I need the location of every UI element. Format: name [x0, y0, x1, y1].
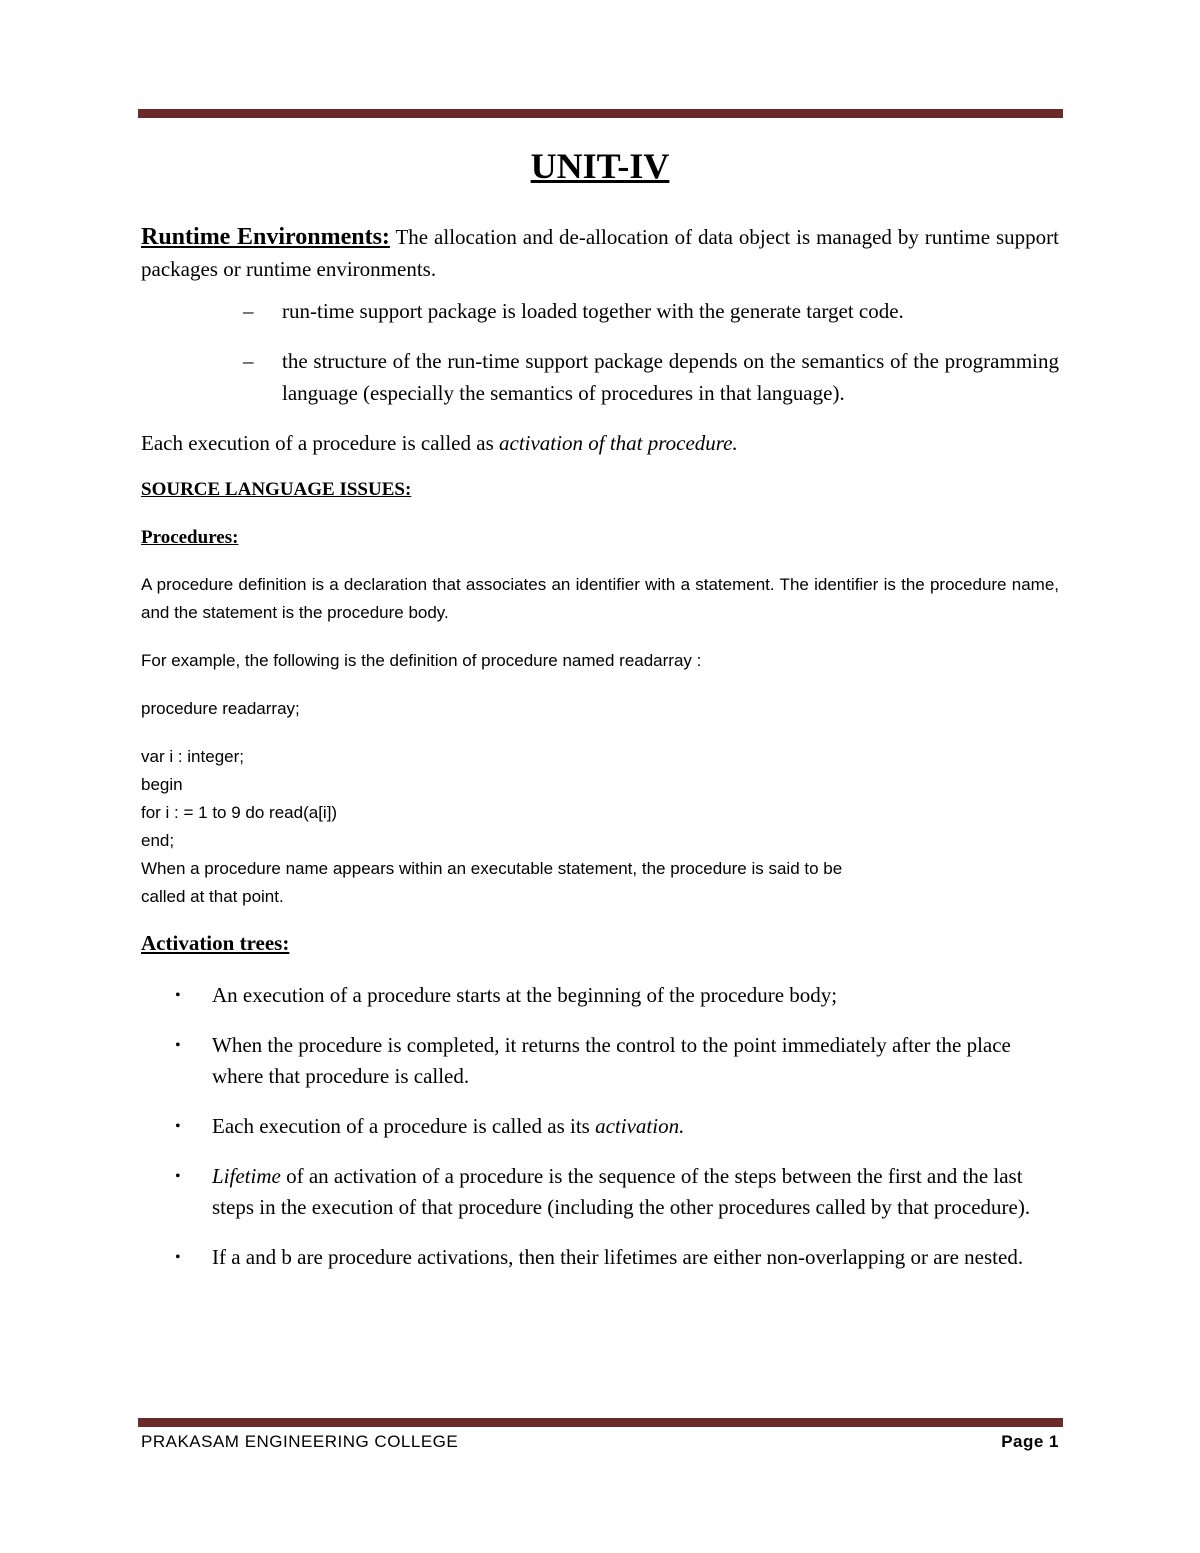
procedure-definition: A procedure definition is a declaration that associates an identifier with a statement. The identifier is the procedure name, and the statement is the procedure body.	[141, 575, 1059, 622]
bullet-marker: •	[175, 987, 181, 1004]
footer-college-name: PRAKASAM ENGINEERING COLLEGE	[141, 1432, 459, 1451]
activation-italic: activation of that procedure.	[499, 431, 738, 455]
page-footer	[141, 1432, 1059, 1452]
bullet-marker: •	[175, 1168, 181, 1185]
code-header: procedure readarray;	[141, 699, 300, 718]
footer-rule	[138, 1418, 1063, 1427]
code-line: var i : integer;	[141, 747, 244, 766]
bullet-marker: •	[175, 1118, 181, 1135]
source-language-heading: SOURCE LANGUAGE ISSUES:	[141, 479, 412, 500]
list-item	[141, 1111, 1059, 1142]
bullet-text-rest: of an activation of a procedure is the sequence of the steps between the first and the last steps in the execution of that procedure (including the other procedures called by that procedure).	[212, 1164, 1031, 1219]
code-line: begin	[141, 775, 183, 794]
intro-heading: Runtime Environments:	[141, 224, 390, 250]
activation-trees-heading: Activation trees:	[141, 931, 290, 955]
page-title: UNIT-IV	[530, 146, 670, 186]
called-line: When a procedure name appears within an executable statement, the procedure is said to be	[141, 859, 843, 878]
example-intro: For example, the following is the definition of procedure named readarray :	[141, 651, 702, 670]
bullet-text: An execution of a procedure starts at the beginning of the procedure body;	[212, 983, 838, 1007]
page-number: Page 1	[1001, 1432, 1059, 1451]
activation-bullets	[141, 980, 1059, 1273]
bullet-text: If a and b are procedure activations, then their lifetimes are either non-overlapping or are nested.	[212, 1245, 1024, 1269]
activation-sentence	[141, 427, 1059, 459]
intro-text: The allocation and de-allocation of data object is managed by runtime support packages or runtime environments.	[141, 225, 1059, 281]
list-item	[141, 1161, 1059, 1223]
bullet-emphasis: Lifetime	[212, 1164, 281, 1188]
dash-marker: –	[243, 299, 254, 323]
list-item-text: the structure of the run-time support package depends on the semantics of the programming language (especially the semantics of procedures in that language).	[282, 349, 1059, 405]
list-item-text: run-time support package is loaded together with the generate target code.	[282, 299, 904, 323]
list-item	[141, 1242, 1059, 1273]
bullet-text: Each execution of a procedure is called as its	[212, 1114, 596, 1138]
list-item	[141, 1030, 1059, 1092]
code-block	[141, 743, 1059, 911]
called-line: called at that point.	[141, 887, 284, 906]
list-item	[141, 345, 1059, 409]
bullet-marker: •	[175, 1037, 181, 1054]
dash-list	[141, 295, 1059, 409]
header-rule	[138, 109, 1063, 118]
list-item	[141, 980, 1059, 1011]
activation-prefix: Each execution of a procedure is called as	[141, 431, 499, 455]
bullet-marker: •	[175, 1249, 181, 1266]
code-line: for i : = 1 to 9 do read(a[i])	[141, 803, 338, 822]
page-content	[141, 140, 1059, 1292]
procedures-heading: Procedures:	[141, 527, 239, 548]
bullet-text: When the procedure is completed, it returns the control to the point immediately after the place where that procedure is called.	[212, 1033, 1011, 1088]
code-line: end;	[141, 831, 175, 850]
dash-marker: –	[243, 349, 254, 373]
list-item	[141, 295, 1059, 327]
bullet-emphasis: activation.	[595, 1114, 685, 1138]
intro-paragraph	[141, 221, 1059, 285]
